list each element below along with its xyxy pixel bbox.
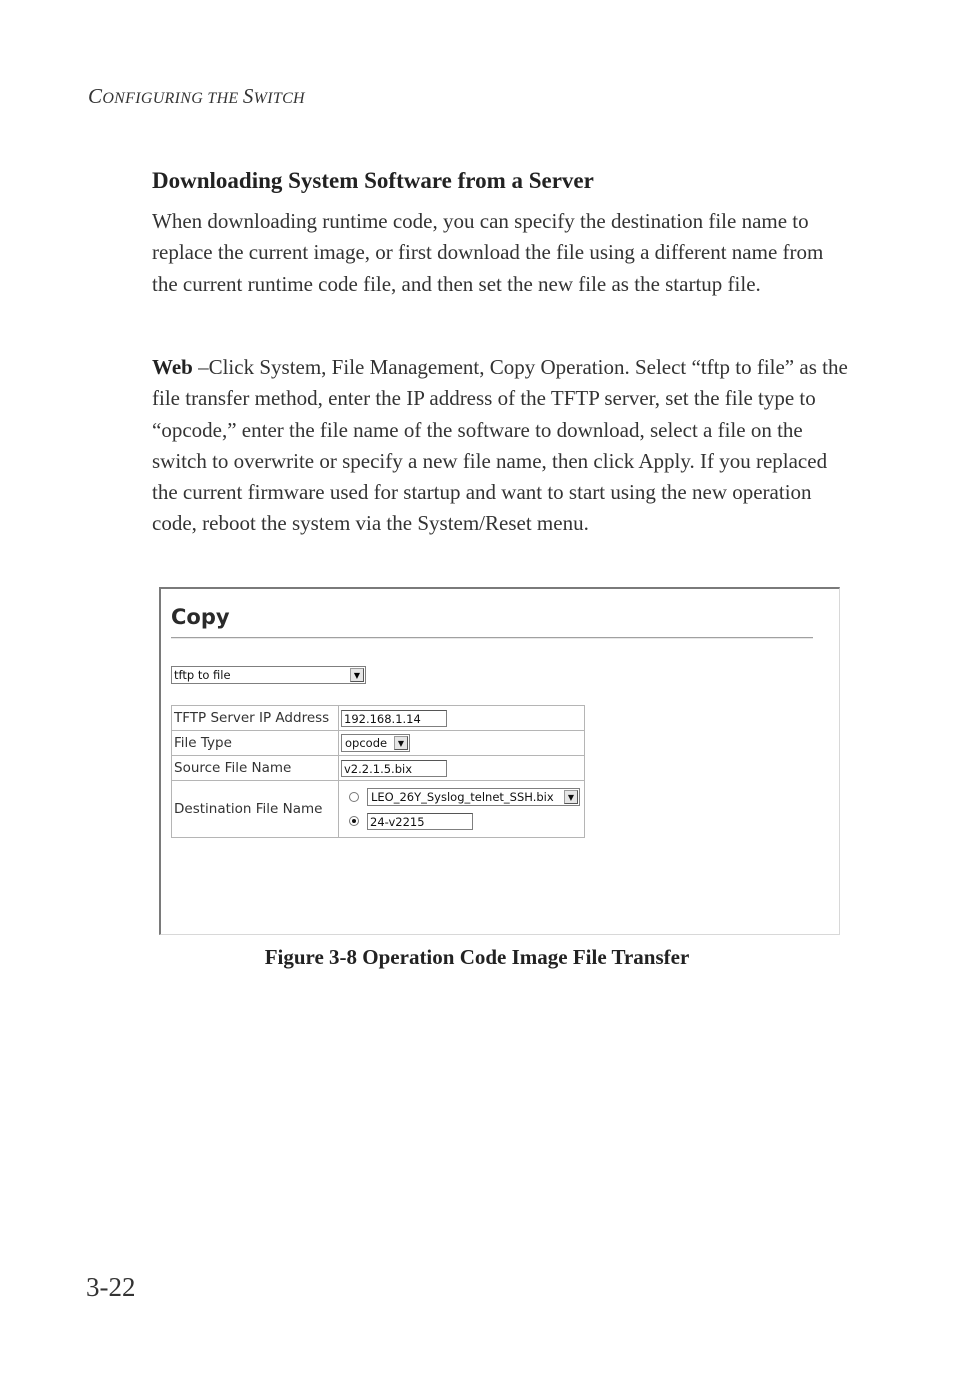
web-instructions-text: –Click System, File Management, Copy Operation. Select “tftp to file” as the file transfer method, enter the IP address of the TFTP server, set the file type to “opcode,” enter the file name of the software to download, select a file on the switch to overwrite or specify a new file name, then click Apply. If you replaced the current firmware used for startup and want to start using the new operation code, reboot the system via the System/Reset menu.: [152, 355, 848, 536]
copy-screenshot: [159, 587, 840, 935]
table-row: [172, 706, 585, 731]
web-lead: Web: [152, 355, 193, 379]
figure-caption: Figure 3-8 Operation Code Image File Transfer: [264, 945, 690, 969]
source-file-cell: [339, 756, 585, 781]
destination-file-input[interactable]: 24-v2215: [367, 813, 473, 830]
destination-existing-radio[interactable]: [349, 792, 359, 802]
tftp-server-input[interactable]: 192.168.1.14: [341, 710, 447, 727]
section-title: Downloading System Software from a Server: [152, 168, 594, 193]
copy-title: Copy: [171, 605, 230, 629]
destination-new-radio[interactable]: [349, 816, 359, 826]
transfer-method-value: tftp to file: [174, 668, 231, 682]
table-row: [172, 756, 585, 781]
running-head: CONFIGURING THE SWITCH: [88, 84, 305, 108]
chevron-down-icon: ▼: [350, 668, 364, 682]
destination-file-select-value: LEO_26Y_Syslog_telnet_SSH.bix: [371, 790, 554, 804]
file-type-cell: [339, 731, 585, 756]
intro-paragraph: When downloading runtime code, you can specify the destination file name to replace the current image, or first download the file using a different name from the current runtime code file, and then set the new file as the startup file.: [152, 209, 824, 296]
destination-file-cell: [339, 781, 585, 838]
title-divider: [171, 637, 813, 639]
page-number: 3-22: [86, 1272, 136, 1302]
destination-file-label: Destination File Name: [172, 781, 339, 838]
copy-form-table: [171, 705, 585, 838]
destination-existing-row: [341, 785, 582, 809]
file-type-value: opcode: [345, 736, 388, 750]
web-instructions-paragraph: [152, 352, 852, 540]
source-file-input[interactable]: v2.2.1.5.bix: [341, 760, 447, 777]
destination-new-row: [341, 809, 582, 833]
chevron-down-icon: ▼: [394, 736, 408, 750]
tftp-server-label: TFTP Server IP Address: [172, 706, 339, 731]
table-row: [172, 781, 585, 838]
file-type-select[interactable]: [341, 734, 410, 752]
tftp-server-cell: [339, 706, 585, 731]
file-type-label: File Type: [172, 731, 339, 756]
chevron-down-icon: ▼: [564, 790, 578, 804]
source-file-label: Source File Name: [172, 756, 339, 781]
table-row: [172, 731, 585, 756]
destination-file-select[interactable]: [367, 788, 580, 806]
transfer-method-select[interactable]: [171, 666, 366, 684]
